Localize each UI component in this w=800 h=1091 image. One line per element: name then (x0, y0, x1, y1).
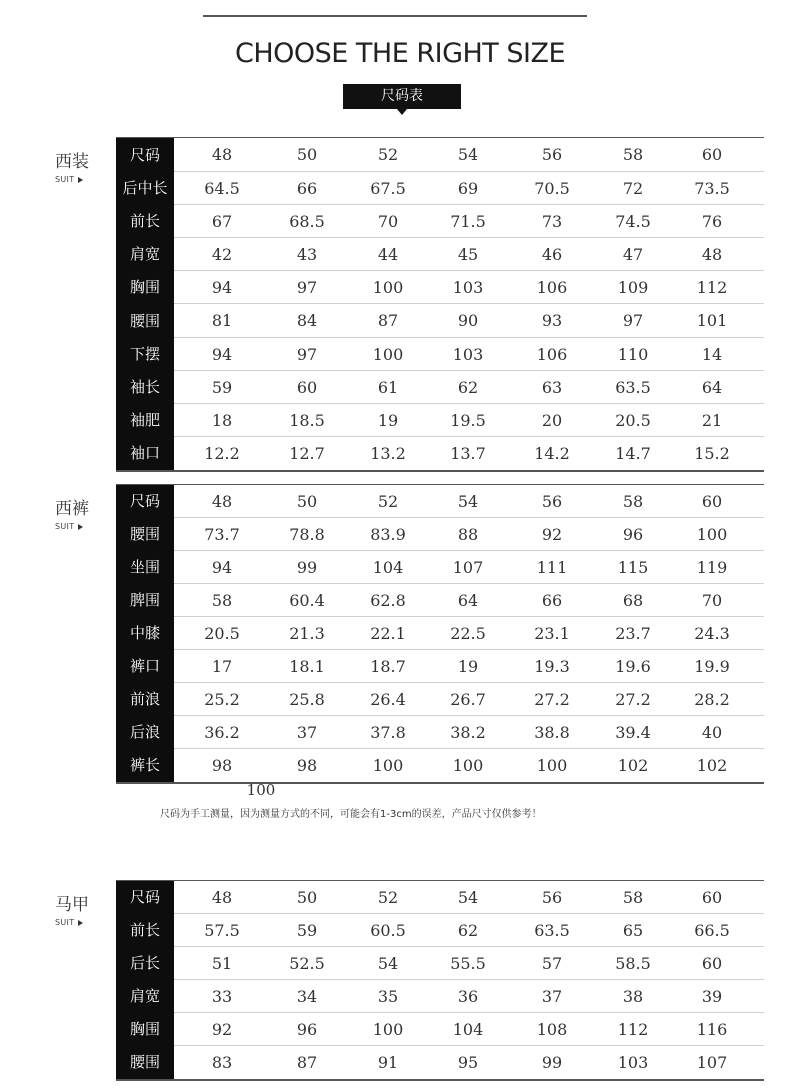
table-cell: 20.5 (615, 411, 651, 430)
table-cell: 73.7 (204, 525, 240, 544)
table-cell: 38 (622, 987, 644, 1006)
table-cell: 45 (457, 245, 479, 264)
table-cell: 26.4 (370, 690, 406, 709)
table-bottom-border (116, 470, 764, 472)
table-cell: 57.5 (204, 921, 240, 940)
table-cell: 62 (457, 921, 479, 940)
row-header: 中膝 (116, 617, 174, 650)
size-chart-badge: 尺码表 (343, 84, 461, 109)
table-cell: 109 (617, 278, 649, 297)
table-row (116, 683, 764, 716)
table-cell: 39.4 (615, 723, 651, 742)
table-row (116, 437, 764, 470)
table-cell: 59 (211, 378, 233, 397)
table-row (116, 617, 764, 650)
table-cell: 19.5 (450, 411, 486, 430)
table-cell: 59 (296, 921, 318, 940)
arrow-right-icon (78, 920, 83, 926)
row-header: 肩宽 (116, 980, 174, 1013)
row-header: 坐围 (116, 551, 174, 584)
table-cell: 56 (541, 888, 563, 907)
table-cell: 97 (296, 278, 318, 297)
table-cell: 108 (536, 1020, 568, 1039)
table-cell: 61 (377, 378, 399, 397)
table-row (116, 584, 764, 617)
section-sublabel (55, 918, 83, 927)
table-cell: 92 (541, 525, 563, 544)
row-header: 前长 (116, 914, 174, 947)
table-cell: 90 (457, 311, 479, 330)
table-cell: 55.5 (450, 954, 486, 973)
table-row (116, 485, 764, 518)
table-cell: 100 (372, 278, 404, 297)
table-row (116, 371, 764, 404)
table-cell: 115 (617, 558, 649, 577)
table-cell: 70 (701, 591, 723, 610)
table-row (116, 749, 764, 782)
table-cell: 18 (211, 411, 233, 430)
table-row (116, 1013, 764, 1046)
table-cell: 47 (622, 245, 644, 264)
table-cell: 69 (457, 179, 479, 198)
row-header: 尺码 (116, 485, 174, 518)
table-cell: 18.7 (370, 657, 406, 676)
table-cell: 39 (701, 987, 723, 1006)
table-cell: 103 (452, 278, 484, 297)
table-cell: 60.4 (289, 591, 325, 610)
table-cell: 52 (377, 145, 399, 164)
table-cell: 66 (296, 179, 318, 198)
table-cell: 44 (377, 245, 399, 264)
table-cell: 19 (377, 411, 399, 430)
table-cell: 94 (211, 345, 233, 364)
table-cell: 17 (211, 657, 233, 676)
table-cell: 57 (541, 954, 563, 973)
table-cell: 102 (617, 756, 649, 775)
table-cell: 23.7 (615, 624, 651, 643)
row-header: 腰围 (116, 304, 174, 338)
table-cell: 106 (536, 278, 568, 297)
table-row (116, 205, 764, 238)
section-sublabel-text: SUIT (55, 522, 75, 531)
table-cell: 48 (211, 145, 233, 164)
table-cell: 100 (372, 345, 404, 364)
table-cell: 37 (541, 987, 563, 1006)
table-cell: 34 (296, 987, 318, 1006)
table-cell: 54 (377, 954, 399, 973)
table-cell: 78.8 (289, 525, 325, 544)
section-label: 马甲 (55, 895, 89, 915)
table-cell: 56 (541, 492, 563, 511)
table-cell: 87 (296, 1053, 318, 1072)
table-row (116, 238, 764, 271)
table-cell: 103 (617, 1053, 649, 1072)
table-cell: 18.1 (289, 657, 325, 676)
table-cell: 38.2 (450, 723, 486, 742)
table-cell: 87 (377, 311, 399, 330)
table-cell: 27.2 (615, 690, 651, 709)
table-cell: 52 (377, 492, 399, 511)
table-cell: 112 (696, 278, 728, 297)
table-cell: 96 (622, 525, 644, 544)
table-cell: 43 (296, 245, 318, 264)
table-cell: 60 (701, 888, 723, 907)
table-cell: 97 (622, 311, 644, 330)
table-cell: 13.7 (450, 444, 486, 463)
table-cell: 72 (622, 179, 644, 198)
table-cell: 111 (536, 558, 568, 577)
table-cell: 94 (211, 278, 233, 297)
table-cell: 101 (696, 311, 728, 330)
arrow-right-icon (78, 524, 83, 530)
table-cell: 28.2 (694, 690, 730, 709)
table-cell: 81 (211, 311, 233, 330)
table-cell: 66 (541, 591, 563, 610)
table-row (116, 914, 764, 947)
top-divider (203, 15, 587, 17)
row-header: 后浪 (116, 716, 174, 749)
table-cell: 112 (617, 1020, 649, 1039)
table-cell: 33 (211, 987, 233, 1006)
table-cell: 60 (701, 145, 723, 164)
table-cell: 73.5 (694, 179, 730, 198)
table-cell: 99 (541, 1053, 563, 1072)
badge-pointer-icon (397, 109, 407, 115)
section-label: 西装 (55, 152, 89, 172)
table-cell: 93 (541, 311, 563, 330)
row-header: 胸围 (116, 271, 174, 304)
table-cell: 24.3 (694, 624, 730, 643)
table-cell: 60 (701, 954, 723, 973)
table-cell: 48 (211, 492, 233, 511)
table-cell: 98 (211, 756, 233, 775)
table-cell: 116 (696, 1020, 728, 1039)
table-cell: 107 (452, 558, 484, 577)
table-cell: 19.6 (615, 657, 651, 676)
table-cell: 46 (541, 245, 563, 264)
table-cell: 95 (457, 1053, 479, 1072)
table-cell: 22.5 (450, 624, 486, 643)
table-cell: 62.8 (370, 591, 406, 610)
row-header: 腰围 (116, 518, 174, 551)
section-sublabel-text: SUIT (55, 918, 75, 927)
row-header: 下摆 (116, 338, 174, 371)
table-cell: 58 (622, 145, 644, 164)
table-bottom-border (116, 782, 764, 784)
row-header: 胸围 (116, 1013, 174, 1046)
table-cell: 83 (211, 1053, 233, 1072)
row-header: 袖口 (116, 437, 174, 470)
table-cell: 63.5 (534, 921, 570, 940)
table-cell: 52 (377, 888, 399, 907)
table-cell: 48 (211, 888, 233, 907)
table-cell: 42 (211, 245, 233, 264)
table-cell: 20 (541, 411, 563, 430)
row-header: 尺码 (116, 881, 174, 914)
section-sublabel (55, 175, 83, 184)
table-cell: 15.2 (694, 444, 730, 463)
table-cell: 83.9 (370, 525, 406, 544)
table-cell: 98 (296, 756, 318, 775)
table-cell: 100 (372, 756, 404, 775)
table-cell: 54 (457, 492, 479, 511)
row-header: 裤长 (116, 749, 174, 782)
table-cell: 52.5 (289, 954, 325, 973)
table-cell: 100 (536, 756, 568, 775)
table-cell: 92 (211, 1020, 233, 1039)
table-row (116, 138, 764, 172)
table-cell: 64 (701, 378, 723, 397)
row-header: 脾围 (116, 584, 174, 617)
table-cell: 104 (452, 1020, 484, 1039)
row-header: 后长 (116, 947, 174, 980)
table-cell: 94 (211, 558, 233, 577)
row-header: 袖长 (116, 371, 174, 404)
table-cell: 91 (377, 1053, 399, 1072)
table-cell: 21.3 (289, 624, 325, 643)
table-cell: 60 (701, 492, 723, 511)
arrow-right-icon (78, 177, 83, 183)
table-cell: 64 (457, 591, 479, 610)
table-cell: 54 (457, 145, 479, 164)
table-row (116, 404, 764, 437)
table-cell: 102 (696, 756, 728, 775)
section-sublabel-text: SUIT (55, 175, 75, 184)
table-bottom-border (116, 1079, 764, 1081)
table-row (116, 650, 764, 683)
table-cell: 103 (452, 345, 484, 364)
table-cell: 100 (372, 1020, 404, 1039)
table-cell: 67 (211, 212, 233, 231)
table-cell: 38.8 (534, 723, 570, 742)
table-cell: 19.9 (694, 657, 730, 676)
table-cell: 27.2 (534, 690, 570, 709)
table-cell: 19 (457, 657, 479, 676)
table-cell: 50 (296, 888, 318, 907)
table-cell: 40 (701, 723, 723, 742)
table-cell: 12.7 (289, 444, 325, 463)
table-cell: 58 (622, 888, 644, 907)
table-cell: 36.2 (204, 723, 240, 742)
table-cell: 106 (536, 345, 568, 364)
table-row (116, 881, 764, 914)
table-cell: 14 (701, 345, 723, 364)
table-cell: 50 (296, 145, 318, 164)
table-cell: 68 (622, 591, 644, 610)
table-cell: 58 (211, 591, 233, 610)
table-cell: 36 (457, 987, 479, 1006)
table-cell: 88 (457, 525, 479, 544)
table-cell: 48 (701, 245, 723, 264)
table-cell: 35 (377, 987, 399, 1006)
table-cell: 68.5 (289, 212, 325, 231)
table-cell: 62 (457, 378, 479, 397)
row-header: 尺码 (116, 138, 174, 172)
table-cell: 58 (622, 492, 644, 511)
table-cell: 12.2 (204, 444, 240, 463)
table-cell: 22.1 (370, 624, 406, 643)
table-cell: 119 (696, 558, 728, 577)
table-cell: 25.8 (289, 690, 325, 709)
table-cell: 21 (701, 411, 723, 430)
table-cell: 97 (296, 345, 318, 364)
table-cell: 20.5 (204, 624, 240, 643)
table-cell: 107 (696, 1053, 728, 1072)
table-cell: 73 (541, 212, 563, 231)
table-cell: 37 (296, 723, 318, 742)
row-header: 腰围 (116, 1046, 174, 1079)
table-cell: 66.5 (694, 921, 730, 940)
table-cell: 70.5 (534, 179, 570, 198)
table-row (116, 338, 764, 371)
table-cell: 14.7 (615, 444, 651, 463)
table-cell: 23.1 (534, 624, 570, 643)
measurement-footnote: 尺码为手工测量，因为测量方式的不同，可能会有1-3cm的误差，产品尺寸仅供参考！ (160, 809, 542, 820)
row-header: 前长 (116, 205, 174, 238)
table-cell: 14.2 (534, 444, 570, 463)
table-row (116, 304, 764, 338)
table-row (116, 947, 764, 980)
table-cell: 84 (296, 311, 318, 330)
table-cell: 100 (452, 756, 484, 775)
table-row (116, 271, 764, 304)
table-cell: 67.5 (370, 179, 406, 198)
table-cell: 19.3 (534, 657, 570, 676)
row-header: 后中长 (116, 172, 174, 205)
table-cell: 63 (541, 378, 563, 397)
table-cell: 25.2 (204, 690, 240, 709)
table-row (116, 518, 764, 551)
table-cell: 65 (622, 921, 644, 940)
table-cell: 104 (372, 558, 404, 577)
table-cell: 13.2 (370, 444, 406, 463)
section-sublabel (55, 522, 83, 531)
table-cell: 60 (296, 378, 318, 397)
table-cell: 99 (296, 558, 318, 577)
table-row (116, 1046, 764, 1079)
table-cell: 100 (696, 525, 728, 544)
table-cell: 54 (457, 888, 479, 907)
table-cell: 58.5 (615, 954, 651, 973)
row-header: 肩宽 (116, 238, 174, 271)
table-row (116, 716, 764, 749)
row-header: 前浪 (116, 683, 174, 716)
row-header: 裤口 (116, 650, 174, 683)
row-header: 袖肥 (116, 404, 174, 437)
table-row (116, 551, 764, 584)
extra-note: 100 (246, 781, 276, 799)
table-cell: 26.7 (450, 690, 486, 709)
table-cell: 64.5 (204, 179, 240, 198)
table-cell: 60.5 (370, 921, 406, 940)
table-cell: 51 (211, 954, 233, 973)
table-cell: 63.5 (615, 378, 651, 397)
page-title: CHOOSE THE RIGHT SIZE (234, 38, 566, 69)
section-label: 西裤 (55, 499, 89, 519)
table-cell: 50 (296, 492, 318, 511)
table-cell: 71.5 (450, 212, 486, 231)
table-row (116, 980, 764, 1013)
table-row (116, 172, 764, 205)
table-cell: 18.5 (289, 411, 325, 430)
table-cell: 56 (541, 145, 563, 164)
table-cell: 76 (701, 212, 723, 231)
table-cell: 74.5 (615, 212, 651, 231)
table-cell: 37.8 (370, 723, 406, 742)
table-cell: 110 (617, 345, 649, 364)
table-cell: 70 (377, 212, 399, 231)
table-cell: 96 (296, 1020, 318, 1039)
